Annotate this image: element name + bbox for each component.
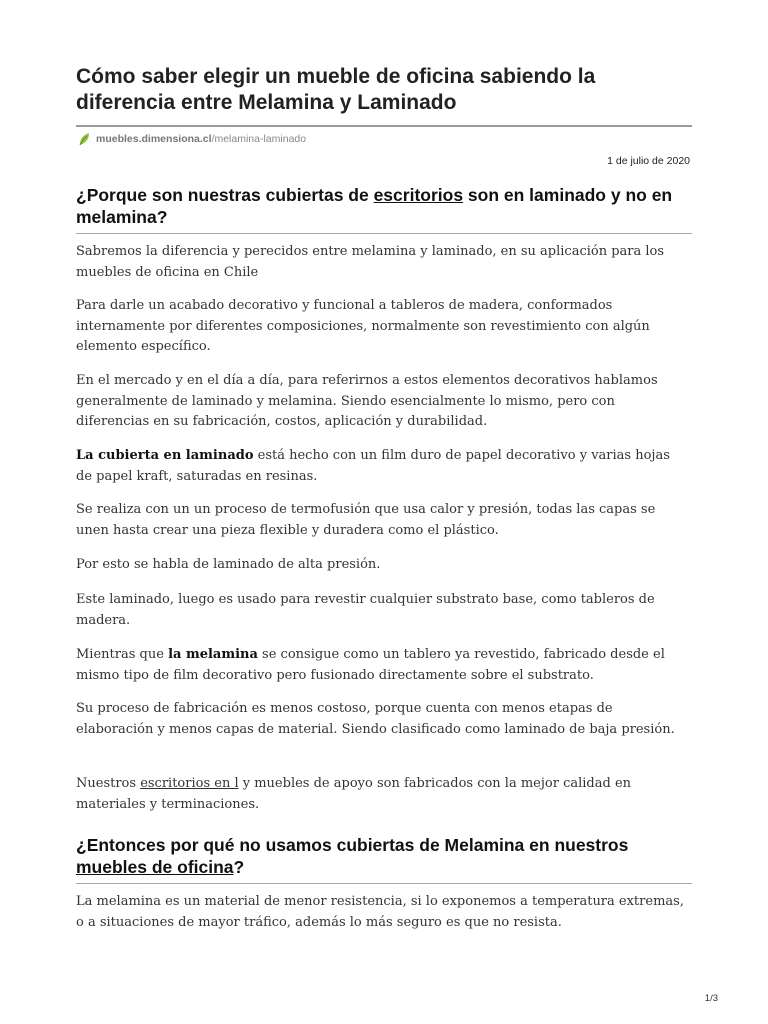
- melamina-bold: la melamina: [168, 647, 258, 662]
- page-number: 1/3: [704, 993, 718, 1004]
- source-domain-link[interactable]: muebles.dimensiona.cl: [96, 133, 212, 145]
- section-heading-1: ¿Porque son nuestras cubiertas de escritorios son en laminado y no en melamina?: [76, 185, 673, 227]
- section-heading-2: ¿Entonces por qué no usamos cubiertas de Melamina en nuestros muebles de oficina?: [76, 835, 629, 877]
- paragraph-6: Por esto se habla de laminado de alta presión.: [76, 557, 381, 572]
- escritorios-en-l-link[interactable]: escritorios en l: [140, 776, 239, 791]
- title-divider: [76, 125, 692, 127]
- paragraph-2: Para darle un acabado decorativo y funcional a tableros de madera, conformados internamente por diferentes composiciones, normalmente son revestimiento con algún elemento específico.: [76, 298, 650, 354]
- source-line: [78, 132, 306, 146]
- article-title: Cómo saber elegir un mueble de oficina sabiendo la diferencia entre Melamina y Laminado: [76, 65, 596, 114]
- section-heading-1-divider: [76, 233, 692, 234]
- paragraph-5: Se realiza con un un proceso de termofusión que usa calor y presión, todas las capas se unen hasta crear una pieza flexible y duradera como el plástico.: [76, 502, 656, 538]
- publish-date: 1 de julio de 2020: [607, 155, 690, 167]
- paragraph-11: La melamina es un material de menor resistencia, si lo exponemos a temperatura extremas, o a situaciones de mayor tráfico, además lo más seguro es que no resista.: [76, 894, 684, 930]
- paragraph-1: Sabremos la diferencia y perecidos entre melamina y laminado, en su aplicación para los muebles de oficina en Chile: [76, 244, 665, 280]
- paragraph-10: Nuestros escritorios en l y muebles de apoyo son fabricados con la mejor calidad en materiales y terminaciones.: [76, 776, 632, 812]
- paragraph-3: En el mercado y en el día a día, para referirnos a estos elementos decorativos hablamos generalmente de laminado y melamina. Siendo esencialmente lo mismo, pero con diferencias en su fabricación, costos, aplicación y durabilidad.: [76, 373, 658, 429]
- source-path: /melamina-laminado: [211, 133, 307, 145]
- paragraph-7: Este laminado, luego es usado para revestir cualquier substrato base, como tableros de madera.: [76, 592, 655, 628]
- leaf-icon: [78, 132, 90, 146]
- escritorios-link[interactable]: escritorios: [373, 185, 464, 205]
- paragraph-9: Su proceso de fabricación es menos costoso, porque cuenta con menos etapas de elaboración y menos capas de material. Siendo clasificado como laminado de baja presión.: [76, 701, 675, 737]
- section-heading-2-divider: [76, 883, 692, 884]
- paragraph-8: Mientras que la melamina se consigue como un tablero ya revestido, fabricado desde el mismo tipo de film decorativo pero fusionado directamente sobre el substrato.: [76, 647, 665, 683]
- paragraph-4: La cubierta en laminado está hecho con un film duro de papel decorativo y varias hojas de papel kraft, saturadas en resinas.: [76, 448, 670, 484]
- laminado-bold: La cubierta en laminado: [76, 448, 254, 463]
- muebles-de-oficina-link[interactable]: muebles de oficina: [76, 857, 234, 877]
